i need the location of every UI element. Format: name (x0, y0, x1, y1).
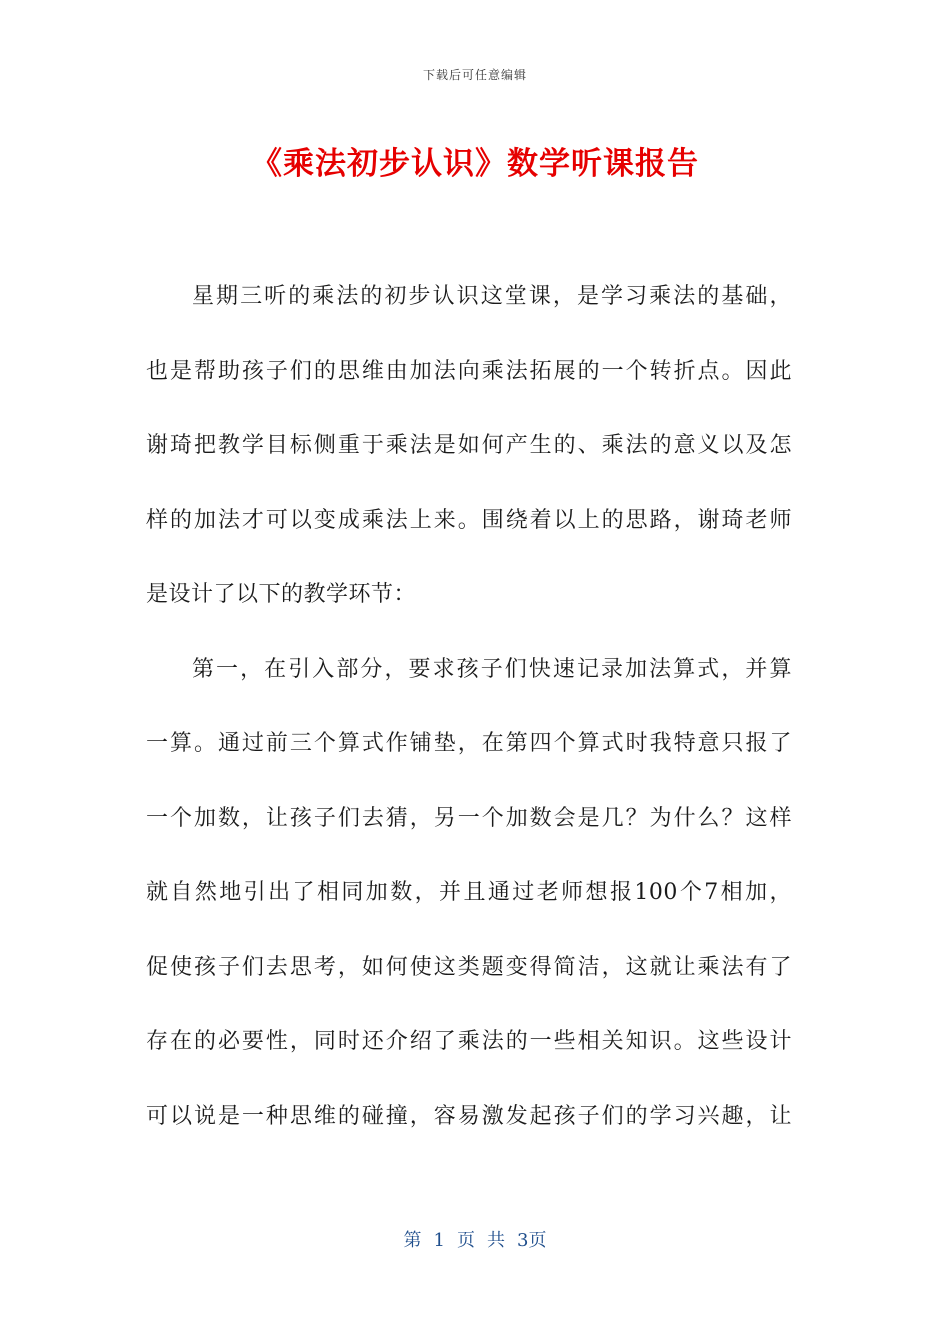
page-footer (0, 1226, 950, 1252)
footer-page-unit: 页 (457, 1230, 475, 1251)
text-line: 可以说是一种思维的碰撞，容易激发起孩子们的学习兴趣，让 (146, 1103, 792, 1129)
footer-total-prefix: 共 (487, 1230, 505, 1251)
text-line: 星期三听的乘法的初步认识这堂课，是学习乘法的基础， (192, 284, 792, 309)
footer-page-number: 1 (433, 1230, 445, 1251)
document-title: 《乘法初步认识》数学听课报告 (251, 146, 699, 182)
text-line: 也是帮助孩子们的思维由加法向乘法拓展的一个转折点。因此 (146, 358, 792, 384)
text-line: 就自然地引出了相同加数，并且通过老师想报100个7相加， (146, 880, 792, 905)
footer-prefix: 第 (403, 1230, 422, 1251)
text-line: 第一，在引入部分，要求孩子们快速记录加法算式，并算 (192, 656, 792, 682)
text-line: 样的加法才可以变成乘法上来。围绕着以上的思路，谢琦老师 (146, 507, 792, 533)
text-line: 一算。通过前三个算式作铺垫，在第四个算式时我特意只报了 (146, 731, 792, 756)
footer-total: 3页 (517, 1230, 547, 1251)
document-body (146, 260, 792, 1154)
text-line: 促使孩子们去思考，如何使这类题变得简洁，这就让乘法有了 (146, 954, 792, 980)
header-note: 下载后可任意编辑 (422, 68, 527, 82)
paragraph-2 (146, 633, 792, 1155)
text-line: 是设计了以下的教学环节： (146, 582, 417, 607)
text-line: 存在的必要性，同时还介绍了乘法的一些相关知识。这些设计 (146, 1029, 792, 1054)
paragraph-1 (146, 260, 792, 633)
text-line: 谢琦把教学目标侧重于乘法是如何产生的、乘法的意义以及怎 (146, 433, 792, 458)
text-line: 一个加数，让孩子们去猜，另一个加数会是几？为什么？这样 (146, 805, 792, 831)
